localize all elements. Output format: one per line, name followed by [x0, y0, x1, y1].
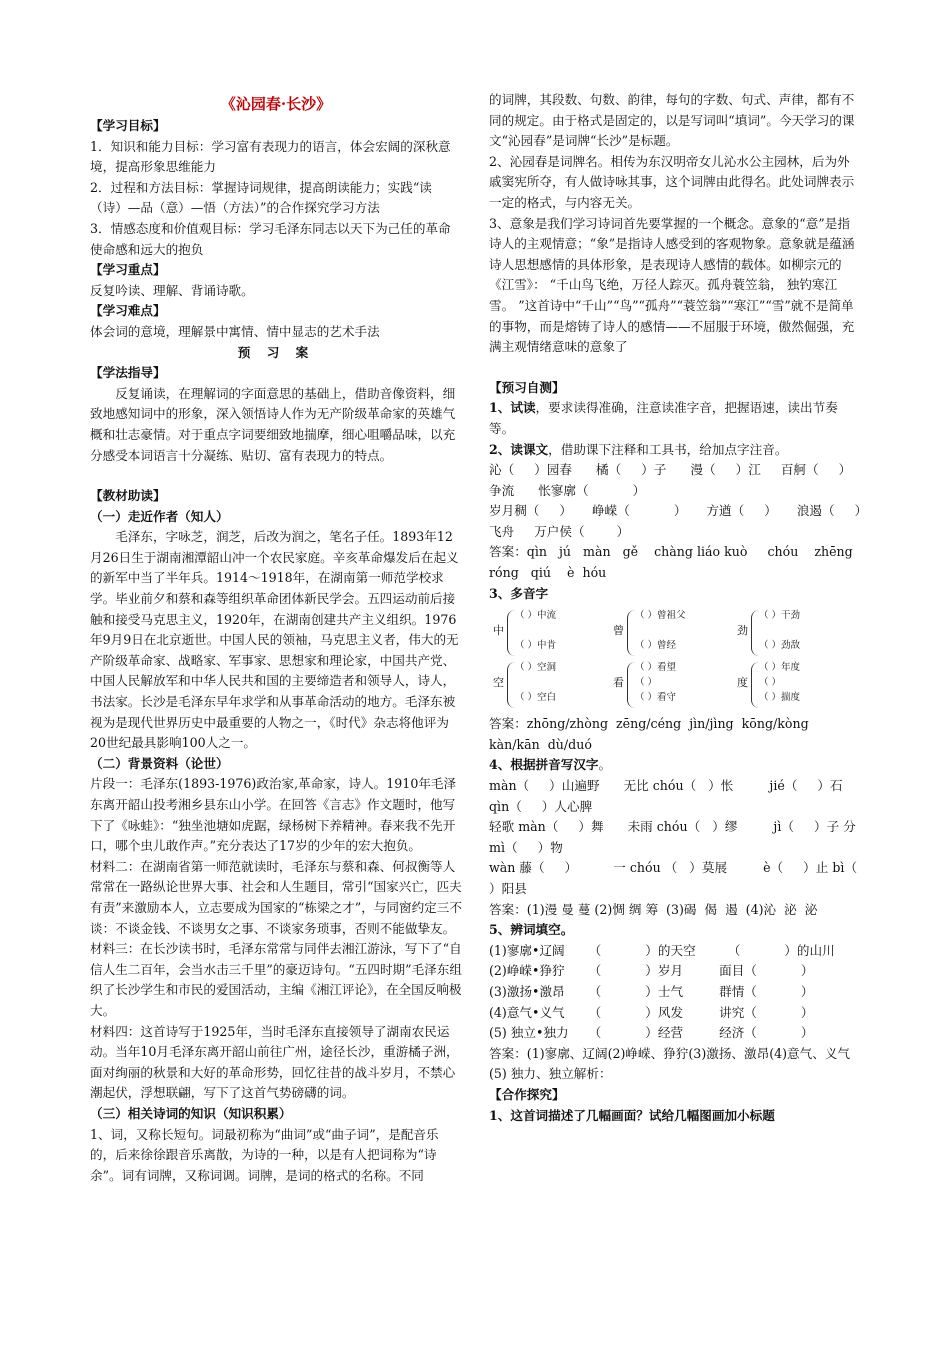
- knowledge-paragraph: 3、意象是我们学习诗词首先要掌握的一个概念。意象的“意”是指诗人的主观情意；“象”是指诗人感受到的客观物象。意象就是蕴涵诗人思想感情的具体形象，是表现诗人感情的载体。如柳宗元的《江雪》： “千山鸟飞绝，万径人踪灭。孤舟蓑笠翁， 独钓寒江雪。 ”这首诗中“千山”“鸟”“孤舟”“蓑笠翁”“寒江”“雪”就不是简单的事物，而是熔铸了诗人的感情——不屈服于环境，傲然倔强，充满主观情绪意味的意象了: [489, 215, 855, 355]
- method-paragraph: 反复诵读，在理解词的字面意思的基础上，借助音像资料，细致地感知词中的形象，深入领悟诗人作为无产阶级革命家的英雄气概和壮志豪情。对于重点字词要细致地揣摩，细心咀嚼品味，以充分感受本词语言十分凝练、贴切、富有表现力的特点。: [90, 385, 456, 463]
- polyphone-group-kan: 看 （ ）看望 （ ） （ ）看守: [613, 660, 723, 710]
- background-paragraph: 片段一：毛泽东(1893-1976)政治家,革命家，诗人。1910年毛泽东离开韶山投考湘乡县东山小学。在回答《言志》作文题时，他写下了《咏蛙》：“独坐池塘如虎踞，绿杨树下养精神。春来我不先开口，哪个虫儿敢作声。”充分表达了17岁的少年的宏大抱负。: [90, 776, 457, 854]
- test-item-1: 1、试读，要求读得准确，注意读准字音，把握语速，读出节奏等。: [489, 400, 838, 436]
- write-characters-answer: 答案：(1)漫 曼 蔓 (2)惆 绸 筹 (3)碣 偈 遏 (4)沁 泌 泌: [489, 901, 818, 917]
- polyphone-group-kong: 空 （ ）空洞 （ ）空白: [493, 660, 603, 710]
- author-heading: （一）走近作者（知人）: [90, 508, 229, 524]
- write-characters-question: màn（ ）山遍野 无比 chóu（ ）怅 jié（ ）石 qìn（ ）人心脾: [489, 778, 847, 814]
- test-item-2: 2、读课文，借助课下注释和工具书，给加点字注音。: [489, 441, 788, 457]
- aid-heading: 【教材助读】: [90, 488, 166, 504]
- goal-item: 1．知识和能力目标：学习富有表现力的语言，体会宏阔的深秋意境，提高形象思维能力: [90, 138, 451, 175]
- polyphone-diagram: [489, 606, 861, 710]
- write-characters-heading: 4、根据拼音写汉字。: [489, 757, 612, 773]
- background-paragraph: 材料三：在长沙读书时，毛泽东常常与同伴去湘江游泳，写下了“自信人生二百年，会当水击三千里”的豪迈诗句。“五四时期”毛泽东组织了长沙学生和市民的爱国活动，主编《湘江评论》，在全国反响极大。: [90, 941, 462, 1018]
- right-column: [489, 90, 878, 1126]
- pinyin-answer: 答案：qìn jú màn gě chàng liáo kuò chóu zhēng róng qiú è hóu: [489, 544, 857, 581]
- knowledge-heading: （三）相关诗词的知识（知识积累）: [90, 1105, 292, 1121]
- word-choice-question: (1)寥廓•辽阔 （ ）的天空 （ ）的山川: [489, 942, 835, 958]
- word-choice-heading: 5、辨词填空。: [489, 922, 574, 938]
- goal-item: 2．过程和方法目标：掌握诗词规律，提高朗读能力；实践“读（诗）—品（意）—悟（方法）”的合作探究学习方法: [90, 179, 432, 216]
- pinyin-question: 沁（ ）园春 橘（ ）子 漫（ ）江 百舸（ ）争流 怅寥廓（ ）: [489, 462, 852, 498]
- difficulty-heading: 【学习难点】: [90, 303, 166, 319]
- polyphone-group-zhong: 中 （ ）中流 （ ）中肯: [493, 608, 603, 658]
- page-title: 《沁园春·长沙》: [220, 95, 332, 113]
- key-item: 反复吟读、理解、背诵诗歌。: [90, 282, 254, 298]
- preview-heading: 预 习 案: [237, 344, 315, 360]
- polyphone-heading: 3、多音字: [489, 585, 549, 601]
- background-paragraph: 材料四：这首诗写于1925年，当时毛泽东直接领导了湖南农民运动。当年10月毛泽东离开韶山前往广州，途径长沙，重游橘子洲，面对绚丽的秋景和大好的革命形势，回忆往昔的战斗岁月，不禁心潮起伏，浮想联翩，写下了这首气势磅礴的词。: [90, 1023, 459, 1101]
- polyphone-group-du: 度 （ ）年度 （ ） （ ）揣度: [737, 660, 847, 710]
- write-characters-question: 轻歌 màn（ ）舞 未雨 chóu（ ）缪 jì（ ）子 分 mì（ ）物: [489, 819, 860, 855]
- difficulty-item: 体会词的意境，理解景中寓情、情中显志的艺术手法: [90, 323, 380, 339]
- knowledge-paragraph: 2、沁园春是词牌名。相传为东汉明帝女儿沁水公主园林，后为外戚窦宪所夺，有人做诗咏其事，这个词牌由此得名。此处词牌表示一定的格式，与内容无关。: [489, 153, 855, 210]
- background-paragraph: 材料二：在湖南省第一师范就读时，毛泽东与蔡和森、何叔衡等人常常在一路纵论世界大事、社会和人生题目，常引“国家兴亡，匹夫有责”来激励本人，立志要成为国家的“栋梁之才”，与同窗约定三不谈：不谈金钱、不谈男女之事、不谈家务琐事，否则不能做挚友。: [90, 858, 462, 936]
- polyphone-group-zeng: 曾 （ ）曾祖父 （ ）曾经: [613, 608, 723, 658]
- write-characters-question: wàn 藤（ ） 一 chóu （ ）莫展 è（ ）止 bì（ ）阳县: [489, 860, 878, 896]
- polyphone-answer: 答案：zhōng/zhòng zēng/céng jìn/jìng kōng/kòng kàn/kān dù/duó: [489, 716, 821, 752]
- method-heading: 【学法指导】: [90, 365, 166, 381]
- pinyin-question: 岁月稠（ ） 峥嵘（ ） 方遒（ ） 浪遏（ ）飞舟 万户侯（ ）: [489, 503, 861, 539]
- knowledge-paragraph: 的词牌，其段数、句数、韵律，每句的字数、句式、声律，都有不同的规定。由于格式是固定的，以是写词叫“填词”。今天学习的课文“沁园春”是词牌“长沙”是标题。: [489, 92, 855, 149]
- word-choice-question: (3)激扬•激昂 （ ）士气 群情（ ）: [489, 983, 814, 999]
- background-heading: （二）背景资料（论世）: [90, 755, 229, 771]
- word-choice-question: (5) 独立•独力 （ ）经营 经济（ ）: [489, 1025, 814, 1041]
- goal-item: 3．情感态度和价值观目标：学习毛泽东同志以天下为己任的革命使命感和远大的抱负: [90, 220, 451, 257]
- cooperation-question: 1、这首词描述了几幅画面？试给几幅图画加小标题: [489, 1107, 775, 1123]
- word-choice-answer: 答案：(1)寥廓、辽阔(2)峥嵘、狰狞(3)激扬、激昂(4)意气、义气 (5) 独力、独立解析：: [489, 1045, 851, 1082]
- goal-heading: 【学习目标】: [90, 118, 166, 133]
- cooperation-heading: 【合作探究】: [489, 1086, 565, 1102]
- word-choice-question: (2)峥嵘•狰狞 （ ）岁月 面目（ ）: [489, 963, 814, 979]
- self-test-heading: 【预习自测】: [489, 379, 565, 395]
- polyphone-group-jin: 劲 （ ）干劲 （ ）劲敌: [737, 608, 847, 658]
- author-paragraph: 毛泽东，字咏芝，润芝，后改为润之，笔名子任。1893年12月26日生于湖南湘潭韶山冲一个农民家庭。辛亥革命爆发后在起义的新军中当了半年兵。1914～1918年，在湖南第一师范学校求学。毕业前夕和蔡和森等组织革命团体新民学会。五四运动前后接触和接受马克思主义，1920年，在湖南创建共产主义组织。1976年9月9日在北京逝世。中国人民的领袖，马克思主义者，伟大的无产阶级革命家、战略家、军事家、思想家和理论家，中国共产党、中国人民解放军和中华人民共和国的主要缔造者和领导人，诗人，书法家。长沙是毛泽东早年求学和从事革命活动的地方。毛泽东被视为是现代世界历史中最重要的人物之一，《时代》杂志将他评为20世纪最具影响100人之一。: [90, 529, 459, 751]
- key-heading: 【学习重点】: [90, 262, 166, 278]
- knowledge-paragraph: 1、词，又称长短句。词最初称为“曲词”或“曲子词”，是配音乐的，后来徐徐跟音乐离散，为诗的一种，以是有人把词称为“诗余”。词有词牌，又称词调。词牌，是词的格式的名称。不同: [90, 1126, 439, 1183]
- word-choice-question: (4)意气•义气 （ ）风发 讲究（ ）: [489, 1004, 814, 1020]
- left-column: [90, 90, 462, 1186]
